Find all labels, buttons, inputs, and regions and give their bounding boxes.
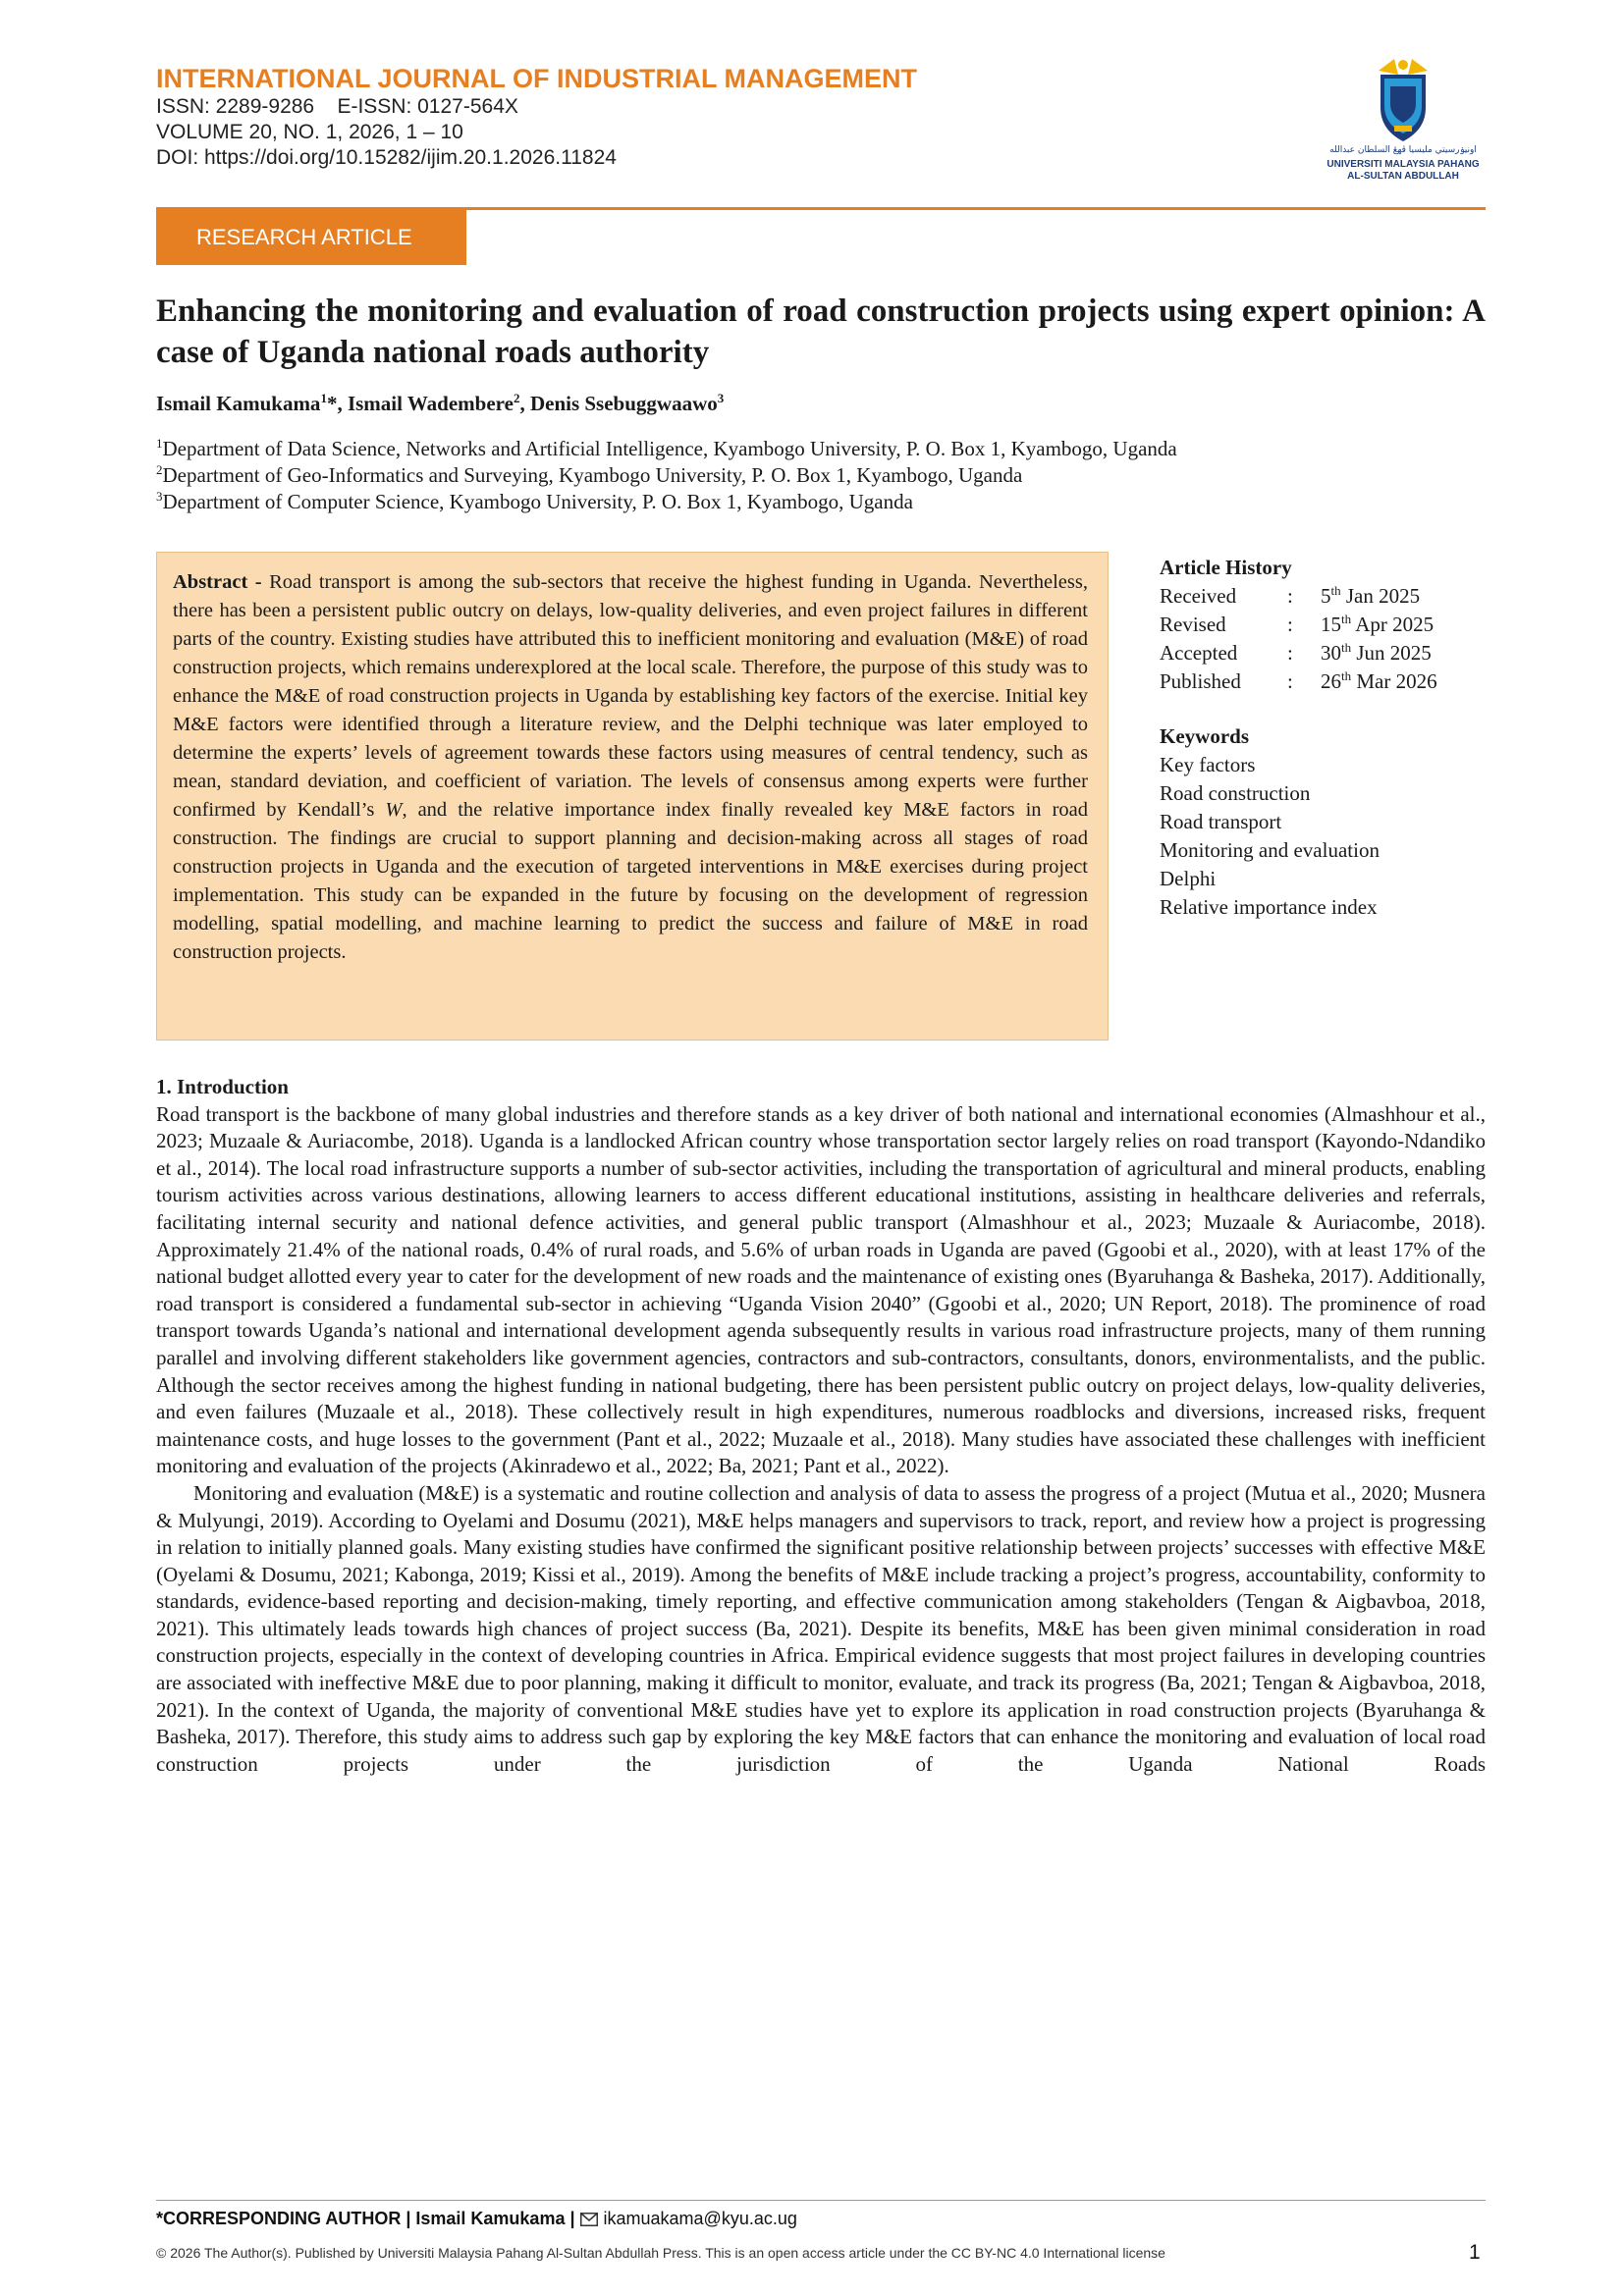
logo-line-2: AL-SULTAN ABDULLAH xyxy=(1347,171,1459,182)
author-email[interactable]: ikamuakama@kyu.ac.ug xyxy=(603,2209,797,2228)
abstract-text-continued: , and the relative importance index finally revealed key M&E factors in road construction. The findings are crucial to support planning and decision-making across all stages of road construction projects in Uganda and the execution of targeted interventions in M&E exercises during project implementation. This study can be expanded in the future by focusing on the development of regression modelling, spatial modelling, and machine learning to predict the success and failure of M&E in road construction projects. xyxy=(173,799,1088,963)
kendall-w: W xyxy=(385,799,403,821)
shield-icon xyxy=(1324,57,1483,145)
history-row-revised: Revised : 15th Apr 2025 xyxy=(1160,612,1435,636)
body-paragraph: Road transport is the backbone of many global industries and therefore stands as a key driver of both national and international economies (Almashhour et al., 2023; Muzaale & Auriacombe, 2018). Uganda is a landlocked African country whose transportation sector largely relies on road transport (Kayondo-Ndandiko et al., 2014). The local road infrastructure supports a number of sub-sector activities, including the transportation of agricultural and mineral products, enabling tourism activities across various destinations, allowing learners to access different educational institutions, assisting in healthcare deliveries and referrals, facilitating internal security and national defence activities, and general public transport (Almashhour et al., 2023; Muzaale & Auriacombe, 2018). Approximately 21.4% of the national roads, 0.4% of rural roads, and 5.6% of urban roads in Uganda are paved (Ggoobi et al., 2020), with at least 17% of the national budget allotted every year to cater for the development of new roads and the maintenance of existing ones (Byaruhanga & Basheka, 2017). Additionally, road transport is considered a fundamental sub-sector in achieving “Uganda Vision 2040” (Ggoobi et al., 2020; UN Report, 2018). The prominence of road transport towards Uganda’s national and international development agenda subsequently results in various road infrastructure projects, many of them running parallel and involving different stakeholders like government agencies, contractors and sub-contractors, consultants, donors, environmentalists, and the public. Although the sector receives among the highest funding in national budgeting, there has been persistent public outcry on project delays, low-quality deliveries, and even failures (Muzaale et al., 2018). These collectively result in high expenditures, numerous roadblocks and diversions, increased risks, frequent maintenance costs, and huge losses to the government (Pant et al., 2022; Muzaale et al., 2018). Many studies have associated these challenges with inefficient monitoring and evaluation of the projects (Akinradewo et al., 2022; Ba, 2021; Pant et al., 2022). xyxy=(156,1101,1486,1478)
keyword-item: Delphi xyxy=(1160,867,1217,890)
volume-line: VOLUME 20, NO. 1, 2026, 1 – 10 xyxy=(156,121,463,143)
section-heading: 1. Introduction xyxy=(156,1075,289,1098)
keyword-item: Monitoring and evaluation xyxy=(1160,838,1380,862)
author-list: Ismail Kamukama$^1$*, Ismail Wadembere$^2$, Denis Ssebuggwaawo$^3$ xyxy=(156,391,725,415)
doi-line[interactable]: DOI: https://doi.org/10.15282/ijim.20.1.2026.11824 xyxy=(156,146,617,169)
paper-title: Enhancing the monitoring and evaluation of road construction projects using expert opinion: A case of Uganda national roads authority xyxy=(156,294,1486,370)
author-affiliation-sup: 1 xyxy=(320,391,327,405)
corresponding-author xyxy=(156,2207,797,2232)
history-row-published: Published : 26th Mar 2026 xyxy=(1160,668,1437,693)
abstract-text: Road transport is among the sub-sectors that receive the highest funding in Uganda. Nevertheless, there has been a persistent public outcry on delays, low-quality deliveries, and even project failures in different parts of the country. Existing studies have attributed this to inefficient monitoring and evaluation (M&E) of road construction projects, which remains underexplored at the local scale. Therefore, the purpose of this study was to enhance the M&E of road construction projects in Uganda by establishing key factors of the exercise. Initial key M&E factors were identified through a literature review, and the Delphi technique was later employed to determine the experts’ levels of agreement towards these factors using measures of central tendency, such as mean, standard deviation, and coefficient of variation. The levels of consensus among experts were further confirmed by Kendall’s xyxy=(173,571,1088,821)
keywords-heading: Keywords xyxy=(1160,724,1249,748)
abstract-label: Abstract - xyxy=(173,571,262,593)
body-paragraph: Monitoring and evaluation (M&E) is a systematic and routine collection and analysis of data to assess the progress of a project (Mutua et al., 2020; Musnera & Mulyungi, 2019). According to Oyelami and Dosumu (2021), M&E helps managers and supervisors to track, report, and review how a project is progressing in relation to initially planned goals. Many existing studies have confirmed the significant positive relationship between projects’ successes with effective M&E (Oyelami & Dosumu, 2021; Kabonga, 2019; Kissi et al., 2019). Among the benefits of M&E include tracking a project’s progress, accountability, conformity to standards, evidence-based reporting and decision-making, timely reporting, and effective communication among stakeholders (Tengan & Aigbavboa, 2018, 2021). This ultimately leads towards high chances of project success (Ba, 2021). Despite its benefits, M&E has been given minimal consideration in road construction projects, especially in the context of developing countries in Africa. Empirical evidence suggests that most project failures in developing countries are associated with ineffective M&E due to poor planning, making it difficult to monitor, evaluate, and track its progress (Ba, 2021; Tengan & Aigbavboa, 2018, 2021). In the context of Uganda, the majority of conventional M&E studies have yet to explore its application in road construction projects (Byaruhanga & Basheka, 2017). Therefore, this study aims to address such gap by exploring the key M&E factors that can enhance the monitoring and evaluation of local road construction projects under the jurisdiction of the Uganda National Roads xyxy=(156,1480,1486,1776)
page-number: 1 xyxy=(1469,2241,1481,2264)
logo-arabic-text: اونيۏرسيتي مليسيا ڤهڠ السلطان عبدالله xyxy=(1329,145,1477,155)
university-logo xyxy=(1324,57,1483,185)
logo-line-1: UNIVERSITI MALAYSIA PAHANG xyxy=(1326,159,1480,170)
affiliation: $^1$Department of Data Science, Networks and Artificial Intelligence, Kyambogo University, P. O. Box 1, Kyambogo, Uganda xyxy=(156,436,1177,460)
keywords xyxy=(1160,722,1484,922)
author-name[interactable]: Denis Ssebuggwaawo xyxy=(529,392,718,415)
journal-header xyxy=(156,63,1040,171)
author-affiliation-sup: 3 xyxy=(717,391,725,405)
keyword-item: Relative importance index xyxy=(1160,895,1378,919)
article-type-badge: RESEARCH ARTICLE xyxy=(156,210,466,265)
license-text: © 2026 The Author(s). Published by Universiti Malaysia Pahang Al-Sultan Abdullah Press. This is an open access article under the CC BY-NC 4.0 International license xyxy=(156,2245,1165,2261)
author-affiliation-sup: 2 xyxy=(513,391,520,405)
author-name[interactable]: Ismail Wadembere xyxy=(347,392,514,415)
footer-rule xyxy=(156,2200,1486,2201)
article-history-heading: Article History xyxy=(1160,556,1292,579)
corresponding-mark: * xyxy=(326,392,338,415)
corresponding-label: *CORRESPONDING AUTHOR | Ismail Kamukama | xyxy=(156,2209,580,2228)
logo-university-name xyxy=(1324,159,1483,183)
history-row-received: Received : 5th Jan 2025 xyxy=(1160,583,1421,608)
author-name[interactable]: Ismail Kamukama xyxy=(156,392,321,415)
introduction-section xyxy=(156,1074,1486,1778)
history-row-accepted: Accepted : 30th Jun 2025 xyxy=(1160,640,1432,665)
affiliations xyxy=(156,436,1486,515)
keyword-item: Road transport xyxy=(1160,810,1282,833)
keyword-item: Road construction xyxy=(1160,781,1311,805)
abstract-box xyxy=(156,552,1109,1041)
mail-icon xyxy=(580,2209,598,2232)
affiliation: $^3$Department of Computer Science, Kyambogo University, P. O. Box 1, Kyambogo, Uganda xyxy=(156,489,913,513)
keyword-item: Key factors xyxy=(1160,753,1256,776)
affiliation: $^2$Department of Geo-Informatics and Surveying, Kyambogo University, P. O. Box 1, Kyambogo, Uganda xyxy=(156,462,1023,487)
journal-title: INTERNATIONAL JOURNAL OF INDUSTRIAL MANAGEMENT xyxy=(156,64,917,93)
issn-line: ISSN: 2289-9286 E-ISSN: 0127-564X xyxy=(156,95,518,118)
article-history xyxy=(1160,554,1484,696)
